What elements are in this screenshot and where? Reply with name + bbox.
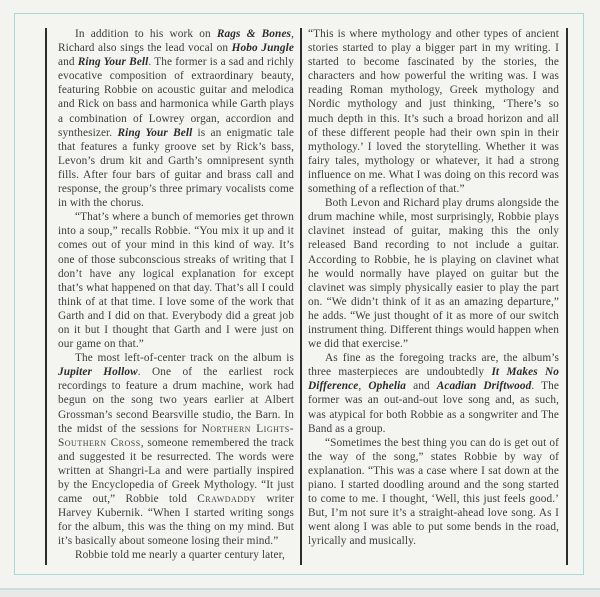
body-text: , [358, 380, 369, 393]
body-text: writer Harvey Kubernik. “When I started writing songs for the album, this was the thing on my mind. But it’s basically about someone losing their mind.” [58, 493, 294, 548]
song-title: Ring Your Bell [117, 126, 193, 139]
song-title: Hobo Jungle [231, 42, 294, 55]
body-text: “Sometimes the best thing you can do is get out of the way of the song,” states Robbie by way of explanation. “This was a case where I sat down at the piano. I started doodling around and the song started to come to me. I thought, ‘Well, this just feels good.’ But, I’m not sure it’s a straight-ahead love song. As I went along I was able to put some bends in the road, lyrically and musically. [308, 436, 559, 548]
paragraph [58, 27, 294, 210]
song-title: Ophelia [368, 380, 407, 393]
page-edge-band [0, 590, 600, 597]
body-text: As fine as the foregoing tracks are, the album’s three masterpieces are undoubtedly [308, 352, 559, 379]
column-rule-left [45, 28, 47, 565]
body-text: and [58, 56, 78, 69]
song-title: Ring Your Bell [77, 56, 149, 69]
paragraph [308, 351, 559, 436]
body-text: “That’s where a bunch of memories get thrown into a soup,” recalls Robbie. “You mix it up and it comes out of your mind in this kind of way. It’s one of those subconscious streaks of writing that I don’t have any logical explanation for except that’s what happened on that day. That’s all I could think of at that time. I love some of the work that Garth and I did on that. Everybody did a great job on it but I thought that Garth and I were just on our game on that.” [58, 211, 294, 351]
body-text: In addition to his work on [75, 28, 217, 40]
paragraph [308, 436, 559, 549]
body-text: Both Levon and Richard play drums alongside the drum machine while, most surprisingly, Robbie plays clavinet instead of guitar, making this the only released Band recording to not include a guitar. According to Robbie, he is playing on clavinet what he would normally have played on guitar but the clavinet was simply physically easier to play the part on. “We didn’t think of it as an amazing departure,” he adds. “We just thought of it as more of our switch instrument thing. Different things would happen when we did that exercise.” [308, 197, 559, 351]
column-rule-center [300, 28, 302, 565]
column-rule-right [566, 28, 568, 565]
song-title: It Makes No Difference [308, 366, 559, 393]
body-text: and [406, 380, 437, 393]
small-caps-name: Crawdaddy [197, 493, 257, 506]
body-text: , Richard also sings the lead vocal on [58, 28, 294, 55]
paragraph [58, 351, 294, 548]
body-text: The most left-of-center track on the album is [75, 352, 294, 365]
small-caps-name: Northern Lights-Southern Cross [58, 422, 294, 449]
text-column-left [58, 27, 294, 568]
body-text: , someone remembered the track and suggested it be resurrected. The words were written at Shangri-La and were partially inspired by the Encyclopedia of Greek Mythology. “It just came out,” Robbie told [58, 436, 294, 506]
body-text: Robbie told me nearly a quarter century later, [75, 549, 285, 562]
body-text: . One of the earliest rock recordings to feature a drum machine, work had begun on the song two years earlier at Albert Grossman’s second Bearsville studio, the Barn. In the midst of the sessions for [58, 366, 294, 435]
song-title: Rags & Bones [216, 28, 292, 40]
body-text: “This is where mythology and other types of ancient stories started to play a bigger part in my writing. I started to become fascinated by the stories, the characters and how powerful the writing was. I was reading Roman mythology, Greek mythology and Nordic mythology and just thinking, ‘There’s so much depth in this. It’s such a broad horizon and all of these different people had their own spin in their mythology.’ I loved the storytelling. Whether it was fairy tales, mythology or whatever, it had a strong influence on me. What I was doing on this record was something of a reflection of that.” [308, 28, 559, 196]
body-text: is an enigmatic tale that features a funky groove set by Rick’s bass, Levon’s drum kit and Garth’s omnipresent synth fills. After four bars of guitar and brass call and response, the group’s three primary vocalists come in with the chorus. [58, 126, 294, 210]
paragraph [308, 196, 559, 351]
paragraph [308, 27, 559, 196]
paragraph [58, 210, 294, 351]
body-text: . The former is a sad and richly evocative composition of extraordinary beauty, featuring Robbie on acoustic guitar and melodica and Rick on bass and harmonica while Garth plays a combination of Lowrey organ, accordion and synthesizer. [58, 56, 294, 139]
song-title: Jupiter Hollow [58, 366, 138, 379]
body-text: . The former was an out-and-out love song and, as such, was atypical for both Robbie as a songwriter and The Band as a group. [308, 380, 559, 435]
paragraph [58, 548, 294, 562]
text-column-right [308, 27, 559, 568]
song-title: Acadian Driftwood [436, 380, 532, 393]
